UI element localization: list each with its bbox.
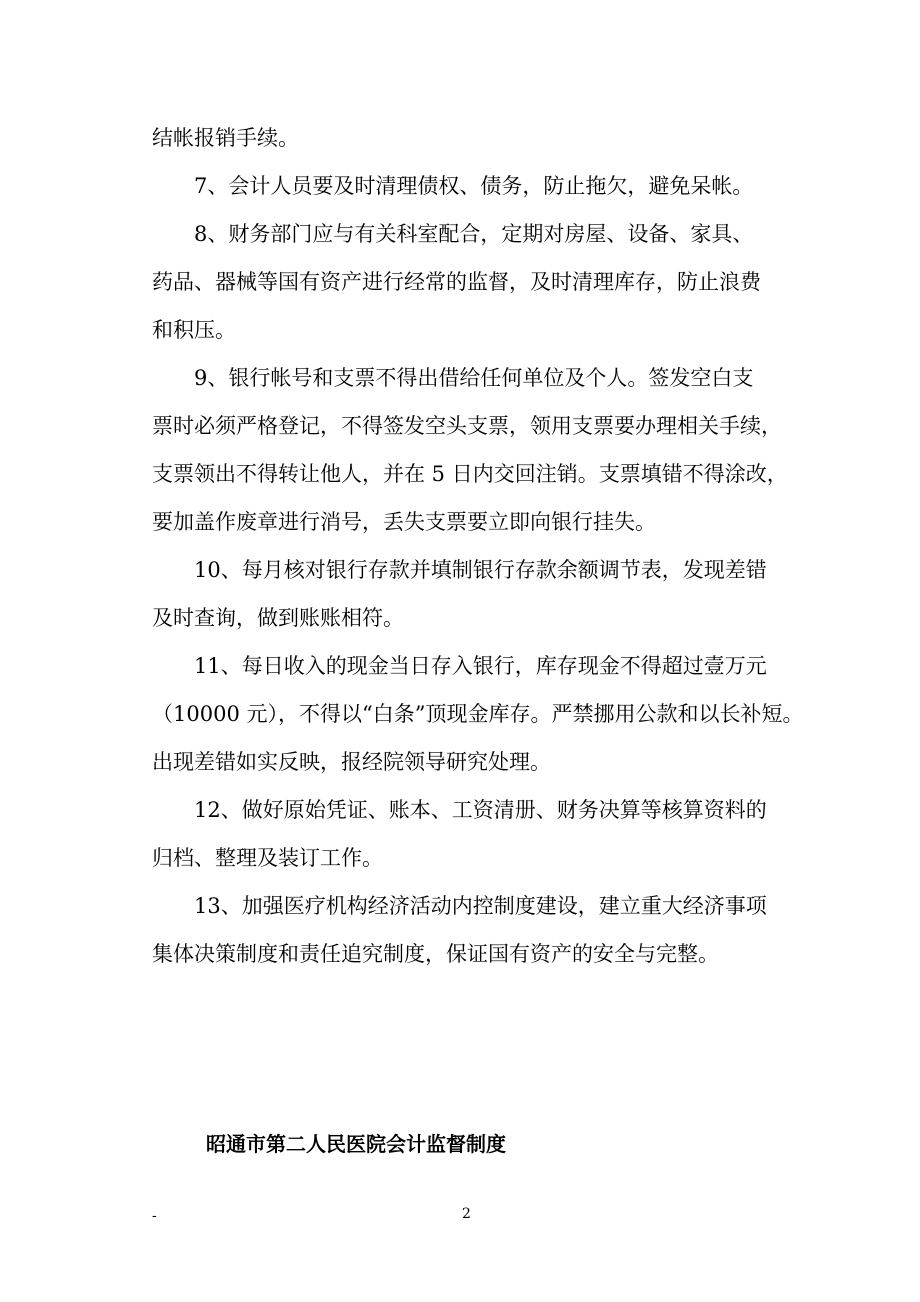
text-line: 集体决策制度和责任追究制度，保证国有资产的安全与完整。: [152, 942, 719, 966]
text-line: 11、每日收入的现金当日存入银行，库存现金不得超过壹万元: [194, 654, 767, 678]
text-line: 8、财务部门应与有关科室配合，定期对房屋、设备、家具、: [194, 222, 754, 246]
paragraph-item-11: [152, 642, 804, 786]
text-line: 7、会计人员要及时清理债权、债务，防止拖欠，避免呆帐。: [194, 174, 754, 198]
text-line: 12、做好原始凭证、账本、工资清册、财务决算等核算资料的: [194, 798, 767, 822]
paragraph-item-9: [152, 354, 788, 546]
page-number: 2: [462, 1206, 471, 1222]
text-line: 支票领出不得转让他人，并在 5 日内交回注销。支票填错不得涂改，: [152, 462, 788, 486]
text-line: 结帐报销手续。: [152, 126, 299, 150]
footer-mark: -: [152, 1208, 157, 1224]
text-line: 药品、器械等国有资产进行经常的监督，及时清理库存，防止浪费: [152, 270, 761, 294]
text-line: 要加盖作废章进行消号，丢失支票要立即向银行挂失。: [152, 510, 656, 534]
text-line: 归档、整理及装订工作。: [152, 846, 383, 870]
paragraph-item-10: [152, 546, 784, 642]
section-heading: 昭通市第二人民医院会计监督制度: [206, 1132, 506, 1156]
text-line: （10000 元），不得以“白条”顶现金库存。严禁挪用公款和以长补短。: [152, 702, 804, 726]
paragraph-item-7: [152, 162, 784, 210]
paragraph-item-8: [152, 210, 784, 354]
text-line: 9、银行帐号和支票不得出借给任何单位及个人。签发空白支: [194, 366, 754, 390]
paragraph-closing-line: [152, 114, 784, 162]
paragraph-item-13: [152, 882, 784, 978]
text-line: 及时查询，做到账账相符。: [152, 606, 404, 630]
text-line: 票时必须严格登记，不得签发空头支票，领用支票要办理相关手续，: [152, 414, 782, 438]
paragraph-item-12: [152, 786, 784, 882]
text-line: 出现差错如实反映，报经院领导研究处理。: [152, 750, 551, 774]
text-line: 10、每月核对银行存款并填制银行存款余额调节表，发现差错: [194, 558, 767, 582]
text-line: 13、加强医疗机构经济活动内控制度建设，建立重大经济事项: [194, 894, 767, 918]
text-line: 和积压。: [152, 318, 236, 342]
